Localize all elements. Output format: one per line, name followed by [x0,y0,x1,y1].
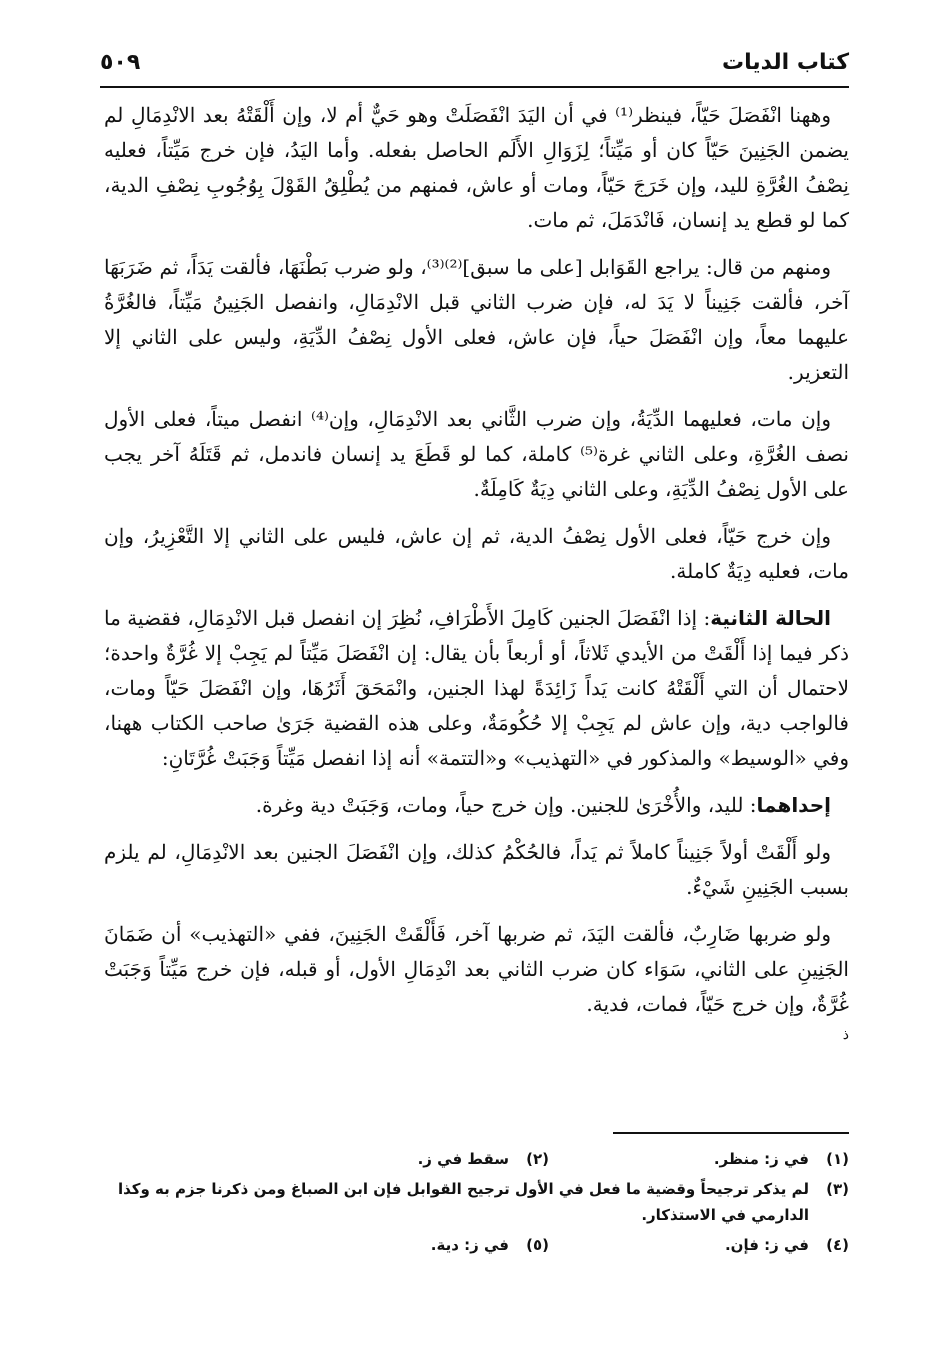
footnote-text: في ز: منظر. [713,1150,809,1168]
page-header [100,44,849,80]
footnote-row-2 [104,1176,849,1228]
footnote-number: (٤) [826,1236,849,1254]
header-rule [100,86,849,88]
footnotes [104,1146,849,1262]
main-text [104,98,849,1042]
paragraph-6-text: : لليد، والأُخْرَىٰ للجنين. وإن خرج حياً، ومات، وَجَبَتْ دية وغرة. [255,793,757,817]
paragraph-4: وإن خرج حَيّاً، فعلى الأول نِصْفُ الدية، ثم إن عاش، فليس على الثاني إلا التَّعْزِيرُ، وإن مات، فعليه دِيَةٌ كاملة. [104,524,849,583]
paragraph-5 [104,601,849,776]
paragraph-7: ولو أَلْقَتْ أولاً جَنِيناً كاملاً ثم يَداً، فالحُكْمُ كذلك، وإن انْفَصَلَ الجنين بعد الانْدِمَالِ، لم يلزم بسبب الجَنِينِ شَيْءٌ. [104,840,849,899]
page-number: ٥٠٩ [100,49,141,75]
separator-mark: ذ [842,1027,849,1043]
paragraph-1: وههنا انْفَصَلَ حَيّاً، فينظر⁽¹⁾ في أن اليَدَ انْفَصَلَتْ وهو حَيٌّ أم لا، وإن أَلْقَتْهُ بعد الانْدِمَالِ لم يضمن الجَنِينَ حَيّاً كان أو مَيِّتاً؛ لِزَوَالِ الأَلَم الحاصل بفعله. وأما اليَدُ، فإن خرج مَيِّتاً، فعليه نِصْفُ الغُرَّةِ لليد، وإن خَرَجَ حَيّاً، ومات أو عاش، فمنهم من يُطْلِقُ القَوْلَ بِوُجُوبِ نِصْفِ الدية، كما لو قطع يد إنسان، فَانْدَمَلَ، ثم مات. [104,103,849,232]
footnote-number: (٢) [526,1150,549,1168]
footnote-number: (٥) [526,1236,549,1254]
footnote-text: في ز: فإن. [724,1236,809,1254]
paragraph-8: ولو ضربها ضَارِبٌ، فألقت اليَدَ، ثم ضربها آخر، فَأَلْقَتْ الجَنِينَ، ففي «التهذيب» أن ضَمَانَ الجَنِينِ على الثاني، سَوَاء كان ضرب الثاني بعد انْدِمَالِ الأول، أو قبله، فإن خرج مَيِّتاً وَجَبَتْ غُرَّةٌ، وإن خرج حَيّاً، فمات، فدية. [104,922,849,1016]
paragraph-5-text: : إذا انْفَصَلَ الجنين كَامِلَ الأَطْرَافِ، نُظِرَ إن انفصل قبل الانْدِمَالِ، فقضية ما ذكر فيما إذا أَلْقَتْ من الأيدي ثَلاثاً، أو أربعاً بأن يقال: إن انْفَصَلَ مَيِّتاً لم يَجِبْ إلا غُرَّةٌ واحدة؛ لاحتمال أن التي أَلْقَتْهُ كانت يَداً زَائِدَةً لهذا الجنين، وانْمَحَقَ أَثَرُهَا، وإن انْفَصَلَ حَيّاً ومات، فالواجب دية، وإن عاش لم يَجِبْ إلا حُكُومَةٌ، وعلى هذه القضية جَرَىٰ صاحب الكتاب ههنا، وفي «الوسيط» والمذكور في «التهذيب» و«التتمة» أنه إذا انفصل مَيِّتاً وَجَبَتْ غُرَّتَانِ: [104,606,849,770]
paragraph-2: ومنهم من قال: يراجع القَوَابل [على ما سبق]⁽²⁾⁽³⁾، ولو ضرب بَطْنَهَا، فألقت يَدَاً، ثم ضَرَبَهَا آخر، فألقت جَنِيناً لا يَدَ له، فإن ضرب الثاني قبل الانْدِمَالِ، وانفصل الجَنِينُ مَيِّتاً، فالغُرَّةُ عليهما معاً، وإن انْفَصَلَ حياً، فإن عاش، فعلى الأول نِصْفُ الدِّيَةِ، وليس على الثاني إلا التعزير. [104,255,849,384]
footnote-number: (٣) [826,1180,849,1198]
paragraph-6-lead: إحداهما [756,793,831,817]
paragraph-5-lead: الحالة الثانية [710,606,831,630]
paragraph-3: وإن مات، فعليهما الدِّيَةُ، وإن ضرب الثَّاني بعد الانْدِمَالِ، وإن⁽⁴⁾ انفصل ميتاً، فعلى الأول نصف الغُرَّةِ، وعلى الثاني غرة⁽⁵⁾ كاملة، كما لو قَطَعَ يد إنسان فاندمل، ثم قَتَلَهُ آخر يجب على الأول نِصْفُ الدِّيَةِ، وعلى الثاني دِيَةٌ كَامِلَةٌ. [104,407,849,501]
footnote-number: (١) [826,1150,849,1168]
footnote-text: لم يذكر ترجيحاً وقضية ما فعل في الأول ترجيح القوابل فإن ابن الصباغ ومن ذكرنا جزم به وكذا الدارمي في الاستذكار. [117,1180,809,1224]
footnote-row-1 [104,1146,849,1172]
chapter-title: كتاب الديات [722,49,849,75]
footnote-rule [613,1132,849,1134]
paragraph-6 [104,788,849,823]
footnote-text: سقط في ز. [417,1150,509,1168]
footnote-text: في ز: دية. [430,1236,509,1254]
footnote-row-3 [104,1232,849,1258]
